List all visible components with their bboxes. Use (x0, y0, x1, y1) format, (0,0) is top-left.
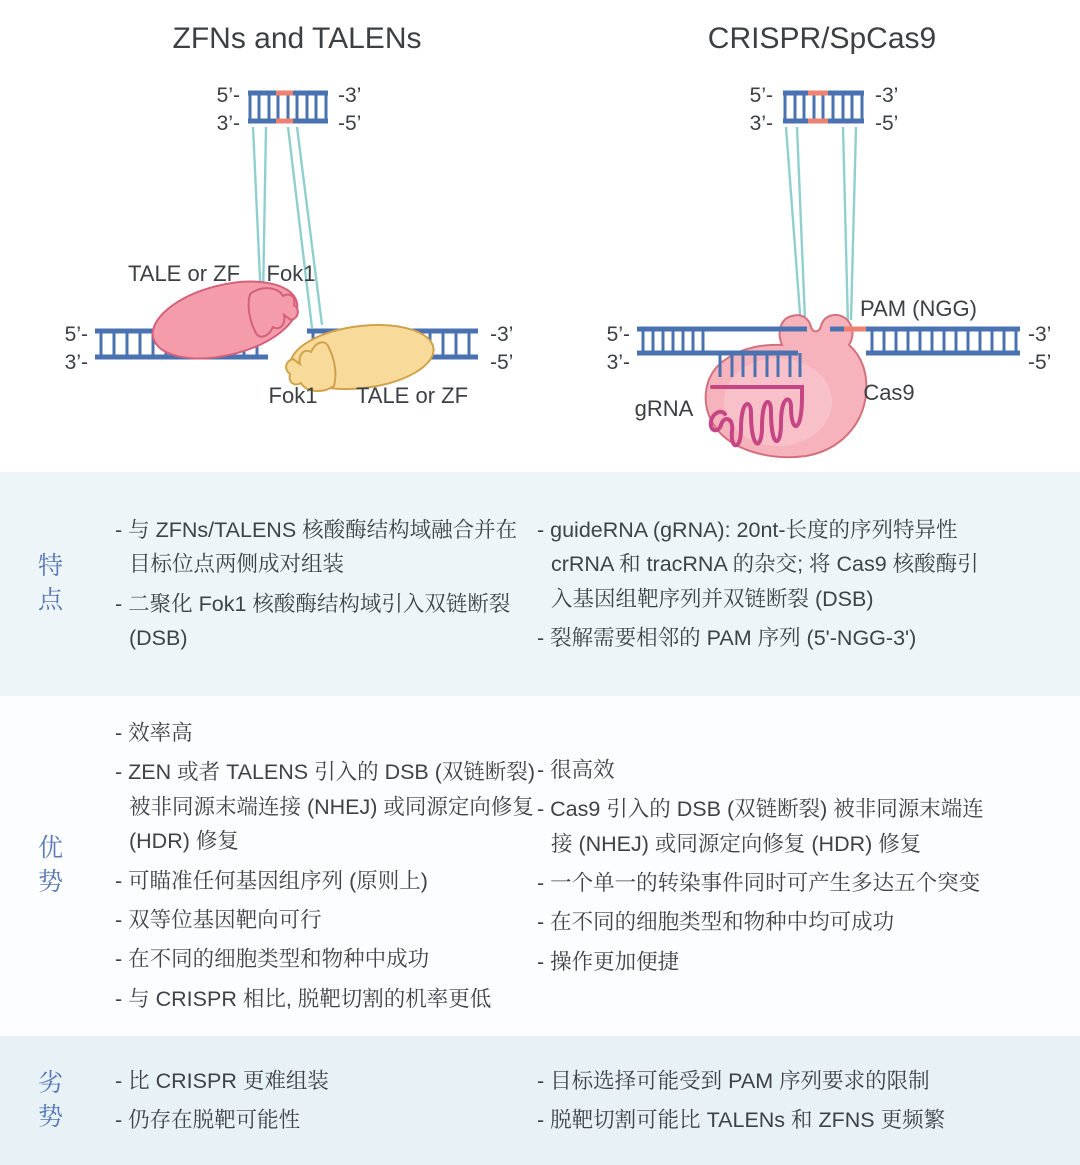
list-item: - 与 CRISPR 相比, 脱靶切割的机率更低 (115, 986, 492, 1011)
strand-end-label: 3’- (749, 112, 773, 135)
strand-end-label: -3’ (875, 84, 899, 107)
row-label-characteristics: 特点 (38, 552, 64, 614)
list-item: - 双等位基因靶向可行 (115, 907, 322, 932)
disadvantages-zfn-list (115, 1059, 537, 1143)
zfn-talen-diagram (65, 22, 514, 408)
fok1-top-label: Fok1 (266, 261, 316, 286)
list-item: - 与 ZFNs/TALENS 核酸酶结构域融合并在目标位点两侧成对组装 (115, 517, 518, 577)
zoom-projection-lines (786, 127, 856, 327)
list-item: - Cas9 引入的 DSB (双链断裂) 被非同源末端连接 (NHEJ) 或同源定向修复 (HDR) 修复 (537, 797, 984, 856)
comparison-table (0, 472, 1080, 1165)
row-label-disadvantages: 劣势 (38, 1068, 64, 1131)
list-item: - 一个单一的转染事件同时可产生多达五个突变 (537, 871, 981, 895)
strand-end-label: -3’ (1028, 323, 1052, 346)
strand-end-label: -5’ (490, 351, 514, 374)
row-characteristics (0, 472, 1080, 696)
strand-end-label: -3’ (490, 323, 514, 346)
row-label-box (0, 1067, 115, 1135)
list-item: - 在不同的细胞类型和物种中均可成功 (537, 910, 895, 935)
strand-end-label: 3’- (216, 112, 240, 135)
row-label-advantages: 优势 (38, 834, 64, 896)
row-label-box (0, 832, 115, 900)
strand-end-label: -5’ (338, 112, 362, 135)
list-item: - guideRNA (gRNA): 20nt-长度的序列特异性 crRNA 和 tracRNA 的杂交; 将 Cas9 核酸酶引入基因组靶序列并双链断裂 (DSB) (537, 517, 979, 611)
list-item: - 比 CRISPR 更难组装 (115, 1068, 329, 1093)
list-item: - 在不同的细胞类型和物种中成功 (115, 947, 430, 972)
tale-zf-top-label: TALE or ZF (127, 261, 241, 286)
pam-label: PAM (NGG) (860, 296, 977, 321)
list-item: - 效率高 (115, 720, 193, 745)
strand-end-label: 5’- (749, 84, 773, 107)
strand-end-label: 5’- (64, 323, 88, 346)
gene-editing-diagram (0, 0, 1080, 472)
list-item: - ZEN 或者 TALENS 引入的 DSB (双链断裂) 被非同源末端连接 (NHEJ) 或同源定向修复 (HDR) 修复 (115, 760, 536, 854)
list-item: - 目标选择可能受到 PAM 序列要求的限制 (537, 1068, 930, 1093)
characteristics-zfn-list (115, 508, 537, 661)
grna-label: gRNA (634, 396, 694, 421)
cut-site-marker (808, 93, 828, 121)
cas9-label: Cas9 (863, 380, 915, 405)
list-item: - 裂解需要相邻的 PAM 序列 (5'-NGG-3') (537, 625, 917, 650)
strand-end-label: 5’- (216, 84, 240, 107)
row-disadvantages (0, 1036, 1080, 1165)
advantages-crispr-list (537, 748, 985, 984)
strand-end-label: 3’- (606, 351, 630, 374)
list-item: - 二聚化 Fok1 核酸酶结构域引入双链断裂 (DSB) (115, 591, 511, 650)
strand-end-label: -5’ (1028, 351, 1052, 374)
tale-zf-bottom-label: TALE or ZF (355, 383, 469, 408)
zfn-talen-title: ZFNs and TALENs (172, 22, 422, 55)
target-dna-mini (750, 84, 899, 135)
crispr-cas9-diagram (607, 22, 1052, 457)
fok1-bottom-label: Fok1 (268, 383, 318, 408)
list-item: - 可瞄准任何基因组序列 (原则上) (115, 868, 428, 893)
list-item: - 仍存在脱靶可能性 (115, 1108, 301, 1132)
list-item: - 很高效 (537, 757, 615, 782)
disadvantages-crispr-list (537, 1059, 985, 1143)
strand-end-label: -3’ (338, 84, 362, 107)
strand-end-label: -5’ (875, 112, 899, 135)
strand-end-label: 5’- (606, 323, 630, 346)
characteristics-crispr-list (537, 508, 985, 661)
row-label-box (0, 550, 115, 618)
strand-end-label: 3’- (64, 351, 88, 374)
row-advantages (0, 696, 1080, 1036)
list-item: - 操作更加便捷 (537, 949, 680, 974)
advantages-zfn-list (115, 711, 537, 1021)
list-item: - 脱靶切割可能比 TALENs 和 ZFNS 更频繁 (537, 1108, 946, 1132)
crispr-title: CRISPR/SpCas9 (707, 22, 937, 55)
